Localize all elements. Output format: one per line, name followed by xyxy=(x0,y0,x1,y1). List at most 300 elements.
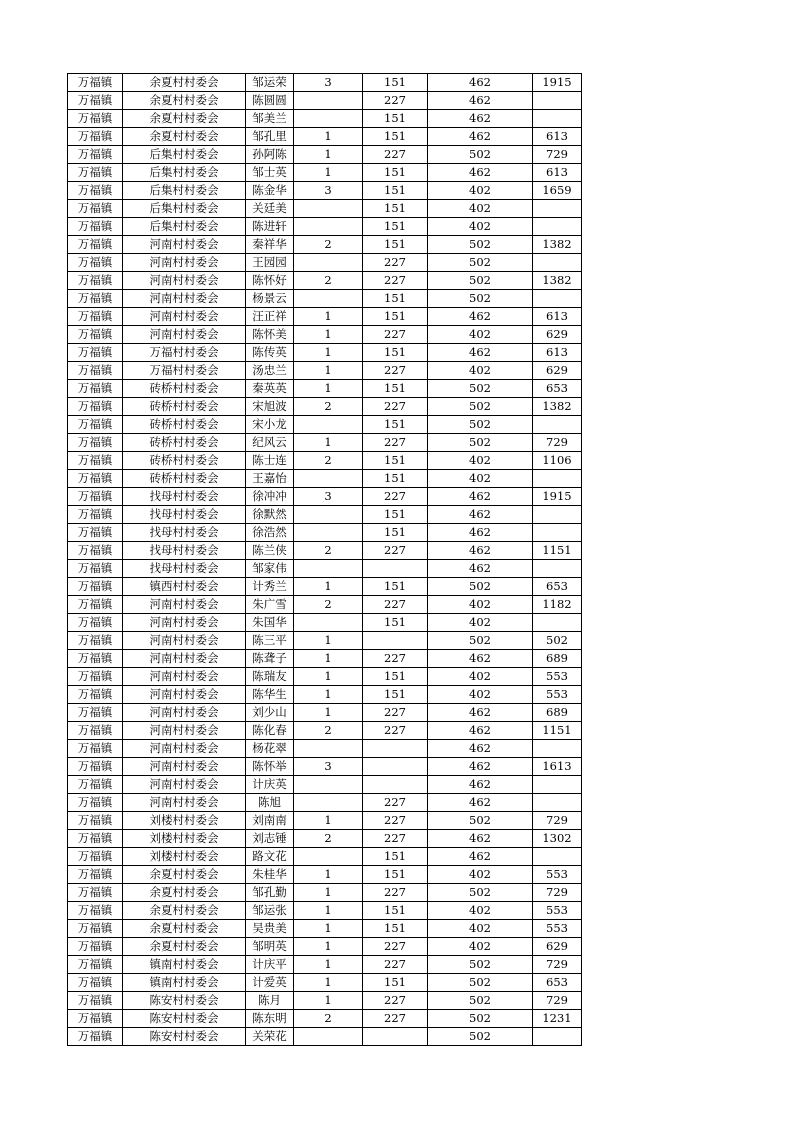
village-committee-cell: 镇西村村委会 xyxy=(123,578,246,596)
count-cell: 1 xyxy=(294,632,363,650)
amount-b-cell: 462 xyxy=(428,92,533,110)
name-cell: 徐冲冲 xyxy=(246,488,294,506)
name-cell: 陈瑞友 xyxy=(246,668,294,686)
village-committee-cell: 河南村村委会 xyxy=(123,722,246,740)
town-cell: 万福镇 xyxy=(68,1010,123,1028)
count-cell xyxy=(294,794,363,812)
amount-b-cell: 402 xyxy=(428,182,533,200)
total-cell: 613 xyxy=(533,344,582,362)
name-cell: 朱国华 xyxy=(246,614,294,632)
table-row xyxy=(68,740,582,758)
amount-a-cell: 227 xyxy=(363,794,428,812)
count-cell: 2 xyxy=(294,398,363,416)
table-row xyxy=(68,614,582,632)
amount-a-cell: 151 xyxy=(363,614,428,632)
village-committee-cell: 后集村村委会 xyxy=(123,200,246,218)
amount-a-cell: 151 xyxy=(363,164,428,182)
town-cell: 万福镇 xyxy=(68,704,123,722)
name-cell: 宋旭波 xyxy=(246,398,294,416)
total-cell: 1231 xyxy=(533,1010,582,1028)
amount-b-cell: 462 xyxy=(428,794,533,812)
amount-b-cell: 462 xyxy=(428,560,533,578)
town-cell: 万福镇 xyxy=(68,362,123,380)
total-cell: 729 xyxy=(533,992,582,1010)
village-committee-cell: 刘楼村村委会 xyxy=(123,812,246,830)
table-row xyxy=(68,542,582,560)
amount-a-cell xyxy=(363,758,428,776)
name-cell: 朱桂华 xyxy=(246,866,294,884)
amount-b-cell: 402 xyxy=(428,668,533,686)
total-cell: 653 xyxy=(533,380,582,398)
total-cell: 1915 xyxy=(533,488,582,506)
village-committee-cell: 河南村村委会 xyxy=(123,290,246,308)
table-row xyxy=(68,758,582,776)
count-cell xyxy=(294,776,363,794)
amount-a-cell: 151 xyxy=(363,344,428,362)
amount-b-cell: 502 xyxy=(428,632,533,650)
name-cell: 邹家伟 xyxy=(246,560,294,578)
amount-a-cell: 227 xyxy=(363,938,428,956)
amount-b-cell: 462 xyxy=(428,488,533,506)
amount-b-cell: 402 xyxy=(428,452,533,470)
total-cell: 1613 xyxy=(533,758,582,776)
count-cell: 1 xyxy=(294,974,363,992)
amount-a-cell: 227 xyxy=(363,92,428,110)
amount-b-cell: 502 xyxy=(428,1028,533,1046)
total-cell xyxy=(533,470,582,488)
amount-a-cell: 227 xyxy=(363,146,428,164)
amount-a-cell xyxy=(363,1028,428,1046)
amount-b-cell: 462 xyxy=(428,740,533,758)
town-cell: 万福镇 xyxy=(68,776,123,794)
town-cell: 万福镇 xyxy=(68,542,123,560)
amount-a-cell xyxy=(363,740,428,758)
amount-b-cell: 462 xyxy=(428,650,533,668)
amount-a-cell: 227 xyxy=(363,254,428,272)
count-cell: 3 xyxy=(294,182,363,200)
town-cell: 万福镇 xyxy=(68,452,123,470)
count-cell xyxy=(294,470,363,488)
table-row xyxy=(68,848,582,866)
town-cell: 万福镇 xyxy=(68,866,123,884)
town-cell: 万福镇 xyxy=(68,470,123,488)
village-committee-cell: 后集村村委会 xyxy=(123,146,246,164)
town-cell: 万福镇 xyxy=(68,308,123,326)
village-committee-cell: 河南村村委会 xyxy=(123,308,246,326)
count-cell: 1 xyxy=(294,326,363,344)
name-cell: 计庆平 xyxy=(246,956,294,974)
count-cell: 1 xyxy=(294,992,363,1010)
amount-b-cell: 462 xyxy=(428,704,533,722)
town-cell: 万福镇 xyxy=(68,884,123,902)
name-cell: 邹运张 xyxy=(246,902,294,920)
amount-a-cell: 227 xyxy=(363,650,428,668)
count-cell: 1 xyxy=(294,362,363,380)
village-committee-cell: 河南村村委会 xyxy=(123,254,246,272)
town-cell: 万福镇 xyxy=(68,668,123,686)
table-row xyxy=(68,578,582,596)
total-cell: 502 xyxy=(533,632,582,650)
total-cell xyxy=(533,416,582,434)
table-row xyxy=(68,1010,582,1028)
total-cell: 653 xyxy=(533,974,582,992)
town-cell: 万福镇 xyxy=(68,146,123,164)
town-cell: 万福镇 xyxy=(68,596,123,614)
total-cell xyxy=(533,560,582,578)
count-cell: 1 xyxy=(294,308,363,326)
amount-a-cell: 227 xyxy=(363,398,428,416)
amount-a-cell: 151 xyxy=(363,902,428,920)
total-cell: 1382 xyxy=(533,272,582,290)
village-committee-cell: 河南村村委会 xyxy=(123,596,246,614)
amount-a-cell: 227 xyxy=(363,326,428,344)
name-cell: 刘南南 xyxy=(246,812,294,830)
amount-a-cell: 151 xyxy=(363,200,428,218)
name-cell: 陈东明 xyxy=(246,1010,294,1028)
amount-a-cell: 151 xyxy=(363,380,428,398)
amount-a-cell: 151 xyxy=(363,668,428,686)
village-committee-cell: 河南村村委会 xyxy=(123,614,246,632)
count-cell: 1 xyxy=(294,704,363,722)
town-cell: 万福镇 xyxy=(68,128,123,146)
total-cell: 1302 xyxy=(533,830,582,848)
count-cell xyxy=(294,506,363,524)
village-committee-cell: 后集村村委会 xyxy=(123,182,246,200)
amount-a-cell: 151 xyxy=(363,308,428,326)
town-cell: 万福镇 xyxy=(68,434,123,452)
name-cell: 汪正祥 xyxy=(246,308,294,326)
amount-a-cell: 227 xyxy=(363,362,428,380)
name-cell: 关荣花 xyxy=(246,1028,294,1046)
amount-a-cell: 151 xyxy=(363,110,428,128)
name-cell: 陈传英 xyxy=(246,344,294,362)
table-row xyxy=(68,974,582,992)
amount-b-cell: 402 xyxy=(428,920,533,938)
amount-b-cell: 502 xyxy=(428,992,533,1010)
village-committee-cell: 河南村村委会 xyxy=(123,326,246,344)
table-row xyxy=(68,668,582,686)
amount-b-cell: 502 xyxy=(428,434,533,452)
town-cell: 万福镇 xyxy=(68,560,123,578)
amount-a-cell: 151 xyxy=(363,74,428,92)
name-cell: 秦英英 xyxy=(246,380,294,398)
total-cell: 629 xyxy=(533,326,582,344)
amount-b-cell: 402 xyxy=(428,218,533,236)
town-cell: 万福镇 xyxy=(68,1028,123,1046)
total-cell: 1106 xyxy=(533,452,582,470)
village-committee-cell: 陈安村村委会 xyxy=(123,1028,246,1046)
town-cell: 万福镇 xyxy=(68,902,123,920)
village-committee-cell: 余夏村村委会 xyxy=(123,866,246,884)
count-cell: 3 xyxy=(294,488,363,506)
town-cell: 万福镇 xyxy=(68,758,123,776)
total-cell: 629 xyxy=(533,362,582,380)
table-row xyxy=(68,488,582,506)
table-row xyxy=(68,1028,582,1046)
total-cell xyxy=(533,218,582,236)
town-cell: 万福镇 xyxy=(68,164,123,182)
amount-b-cell: 402 xyxy=(428,866,533,884)
count-cell: 3 xyxy=(294,758,363,776)
total-cell: 553 xyxy=(533,686,582,704)
total-cell: 729 xyxy=(533,146,582,164)
name-cell: 徐浩然 xyxy=(246,524,294,542)
table-row xyxy=(68,308,582,326)
town-cell: 万福镇 xyxy=(68,722,123,740)
town-cell: 万福镇 xyxy=(68,992,123,1010)
village-committee-cell: 余夏村村委会 xyxy=(123,128,246,146)
count-cell: 2 xyxy=(294,452,363,470)
total-cell xyxy=(533,614,582,632)
name-cell: 陈华生 xyxy=(246,686,294,704)
count-cell: 3 xyxy=(294,74,363,92)
total-cell xyxy=(533,848,582,866)
total-cell xyxy=(533,200,582,218)
village-committee-cell: 找母村村委会 xyxy=(123,542,246,560)
amount-b-cell: 462 xyxy=(428,74,533,92)
total-cell xyxy=(533,110,582,128)
table-row xyxy=(68,146,582,164)
count-cell: 1 xyxy=(294,344,363,362)
name-cell: 陈兰侠 xyxy=(246,542,294,560)
name-cell: 陈怀好 xyxy=(246,272,294,290)
count-cell: 1 xyxy=(294,812,363,830)
count-cell xyxy=(294,92,363,110)
count-cell xyxy=(294,254,363,272)
total-cell: 729 xyxy=(533,812,582,830)
town-cell: 万福镇 xyxy=(68,974,123,992)
amount-b-cell: 462 xyxy=(428,164,533,182)
amount-b-cell: 502 xyxy=(428,380,533,398)
name-cell: 邹运荣 xyxy=(246,74,294,92)
village-committee-cell: 砖桥村村委会 xyxy=(123,452,246,470)
amount-b-cell: 462 xyxy=(428,524,533,542)
village-committee-cell: 找母村村委会 xyxy=(123,524,246,542)
amount-b-cell: 502 xyxy=(428,812,533,830)
amount-a-cell: 151 xyxy=(363,848,428,866)
town-cell: 万福镇 xyxy=(68,614,123,632)
town-cell: 万福镇 xyxy=(68,236,123,254)
total-cell xyxy=(533,290,582,308)
amount-b-cell: 502 xyxy=(428,578,533,596)
amount-b-cell: 502 xyxy=(428,236,533,254)
town-cell: 万福镇 xyxy=(68,578,123,596)
village-committee-cell: 万福村村委会 xyxy=(123,344,246,362)
amount-a-cell xyxy=(363,632,428,650)
name-cell: 计秀兰 xyxy=(246,578,294,596)
town-cell: 万福镇 xyxy=(68,110,123,128)
name-cell: 刘志锤 xyxy=(246,830,294,848)
name-cell: 孙阿陈 xyxy=(246,146,294,164)
count-cell xyxy=(294,740,363,758)
amount-a-cell: 151 xyxy=(363,128,428,146)
amount-b-cell: 402 xyxy=(428,470,533,488)
table-row xyxy=(68,452,582,470)
count-cell: 1 xyxy=(294,434,363,452)
village-committee-cell: 河南村村委会 xyxy=(123,668,246,686)
town-cell: 万福镇 xyxy=(68,272,123,290)
amount-a-cell: 151 xyxy=(363,524,428,542)
table-row xyxy=(68,902,582,920)
count-cell xyxy=(294,218,363,236)
name-cell: 邹士英 xyxy=(246,164,294,182)
village-committee-cell: 余夏村村委会 xyxy=(123,110,246,128)
count-cell xyxy=(294,614,363,632)
name-cell: 陈三平 xyxy=(246,632,294,650)
amount-a-cell: 227 xyxy=(363,1010,428,1028)
name-cell: 徐默然 xyxy=(246,506,294,524)
amount-a-cell: 227 xyxy=(363,812,428,830)
count-cell: 1 xyxy=(294,578,363,596)
total-cell xyxy=(533,740,582,758)
table-body xyxy=(68,74,582,1046)
amount-b-cell: 402 xyxy=(428,200,533,218)
count-cell: 1 xyxy=(294,146,363,164)
name-cell: 路文花 xyxy=(246,848,294,866)
village-committee-cell: 陈安村村委会 xyxy=(123,992,246,1010)
table-row xyxy=(68,686,582,704)
total-cell: 729 xyxy=(533,884,582,902)
total-cell: 613 xyxy=(533,164,582,182)
village-committee-cell: 余夏村村委会 xyxy=(123,92,246,110)
total-cell: 1382 xyxy=(533,236,582,254)
town-cell: 万福镇 xyxy=(68,650,123,668)
name-cell: 秦祥华 xyxy=(246,236,294,254)
total-cell: 613 xyxy=(533,128,582,146)
amount-b-cell: 502 xyxy=(428,398,533,416)
table-row xyxy=(68,830,582,848)
count-cell xyxy=(294,524,363,542)
table-row xyxy=(68,236,582,254)
amount-b-cell: 462 xyxy=(428,110,533,128)
town-cell: 万福镇 xyxy=(68,938,123,956)
table-row xyxy=(68,956,582,974)
table-row xyxy=(68,434,582,452)
count-cell: 1 xyxy=(294,686,363,704)
name-cell: 计庆英 xyxy=(246,776,294,794)
name-cell: 陈聋子 xyxy=(246,650,294,668)
table-row xyxy=(68,884,582,902)
amount-b-cell: 402 xyxy=(428,902,533,920)
village-committee-cell: 河南村村委会 xyxy=(123,236,246,254)
amount-a-cell: 151 xyxy=(363,866,428,884)
table-row xyxy=(68,326,582,344)
village-committee-cell: 找母村村委会 xyxy=(123,488,246,506)
amount-b-cell: 462 xyxy=(428,506,533,524)
amount-b-cell: 402 xyxy=(428,362,533,380)
total-cell: 553 xyxy=(533,866,582,884)
town-cell: 万福镇 xyxy=(68,182,123,200)
table-row xyxy=(68,362,582,380)
total-cell: 1151 xyxy=(533,542,582,560)
town-cell: 万福镇 xyxy=(68,74,123,92)
town-cell: 万福镇 xyxy=(68,398,123,416)
village-committee-cell: 余夏村村委会 xyxy=(123,920,246,938)
name-cell: 陈怀举 xyxy=(246,758,294,776)
amount-b-cell: 402 xyxy=(428,326,533,344)
village-committee-cell: 河南村村委会 xyxy=(123,704,246,722)
name-cell: 汤忠兰 xyxy=(246,362,294,380)
total-cell: 1915 xyxy=(533,74,582,92)
count-cell: 1 xyxy=(294,650,363,668)
amount-b-cell: 502 xyxy=(428,416,533,434)
count-cell: 2 xyxy=(294,236,363,254)
table-row xyxy=(68,290,582,308)
table-row xyxy=(68,74,582,92)
amount-b-cell: 462 xyxy=(428,758,533,776)
village-committee-cell: 陈安村村委会 xyxy=(123,1010,246,1028)
name-cell: 纪风云 xyxy=(246,434,294,452)
total-cell: 653 xyxy=(533,578,582,596)
amount-a-cell: 227 xyxy=(363,272,428,290)
table-row xyxy=(68,812,582,830)
village-committee-cell: 河南村村委会 xyxy=(123,740,246,758)
village-committee-cell: 后集村村委会 xyxy=(123,218,246,236)
total-cell xyxy=(533,794,582,812)
table-row xyxy=(68,92,582,110)
total-cell xyxy=(533,524,582,542)
amount-a-cell: 151 xyxy=(363,416,428,434)
village-committee-cell: 后集村村委会 xyxy=(123,164,246,182)
amount-b-cell: 462 xyxy=(428,308,533,326)
village-committee-cell: 砖桥村村委会 xyxy=(123,470,246,488)
amount-b-cell: 402 xyxy=(428,596,533,614)
name-cell: 邹孔里 xyxy=(246,128,294,146)
table-row xyxy=(68,110,582,128)
town-cell: 万福镇 xyxy=(68,416,123,434)
name-cell: 杨花翠 xyxy=(246,740,294,758)
village-committee-cell: 刘楼村村委会 xyxy=(123,848,246,866)
village-committee-cell: 刘楼村村委会 xyxy=(123,830,246,848)
name-cell: 朱广雪 xyxy=(246,596,294,614)
amount-a-cell: 151 xyxy=(363,290,428,308)
total-cell: 613 xyxy=(533,308,582,326)
table-row xyxy=(68,182,582,200)
amount-b-cell: 462 xyxy=(428,722,533,740)
amount-a-cell: 151 xyxy=(363,578,428,596)
name-cell: 陈圆圆 xyxy=(246,92,294,110)
total-cell: 1182 xyxy=(533,596,582,614)
count-cell: 2 xyxy=(294,596,363,614)
amount-a-cell: 227 xyxy=(363,542,428,560)
count-cell: 1 xyxy=(294,128,363,146)
count-cell xyxy=(294,200,363,218)
count-cell: 2 xyxy=(294,272,363,290)
amount-a-cell: 151 xyxy=(363,470,428,488)
amount-b-cell: 502 xyxy=(428,974,533,992)
table-row xyxy=(68,200,582,218)
town-cell: 万福镇 xyxy=(68,290,123,308)
count-cell xyxy=(294,848,363,866)
table-row xyxy=(68,704,582,722)
name-cell: 陈怀美 xyxy=(246,326,294,344)
town-cell: 万福镇 xyxy=(68,200,123,218)
town-cell: 万福镇 xyxy=(68,254,123,272)
data-table xyxy=(67,73,582,1046)
total-cell: 689 xyxy=(533,704,582,722)
amount-b-cell: 502 xyxy=(428,272,533,290)
amount-b-cell: 462 xyxy=(428,128,533,146)
total-cell: 629 xyxy=(533,938,582,956)
village-committee-cell: 河南村村委会 xyxy=(123,794,246,812)
amount-b-cell: 462 xyxy=(428,776,533,794)
name-cell: 关廷美 xyxy=(246,200,294,218)
table-row xyxy=(68,596,582,614)
count-cell: 1 xyxy=(294,164,363,182)
table-row xyxy=(68,776,582,794)
amount-b-cell: 502 xyxy=(428,1010,533,1028)
table-row xyxy=(68,470,582,488)
